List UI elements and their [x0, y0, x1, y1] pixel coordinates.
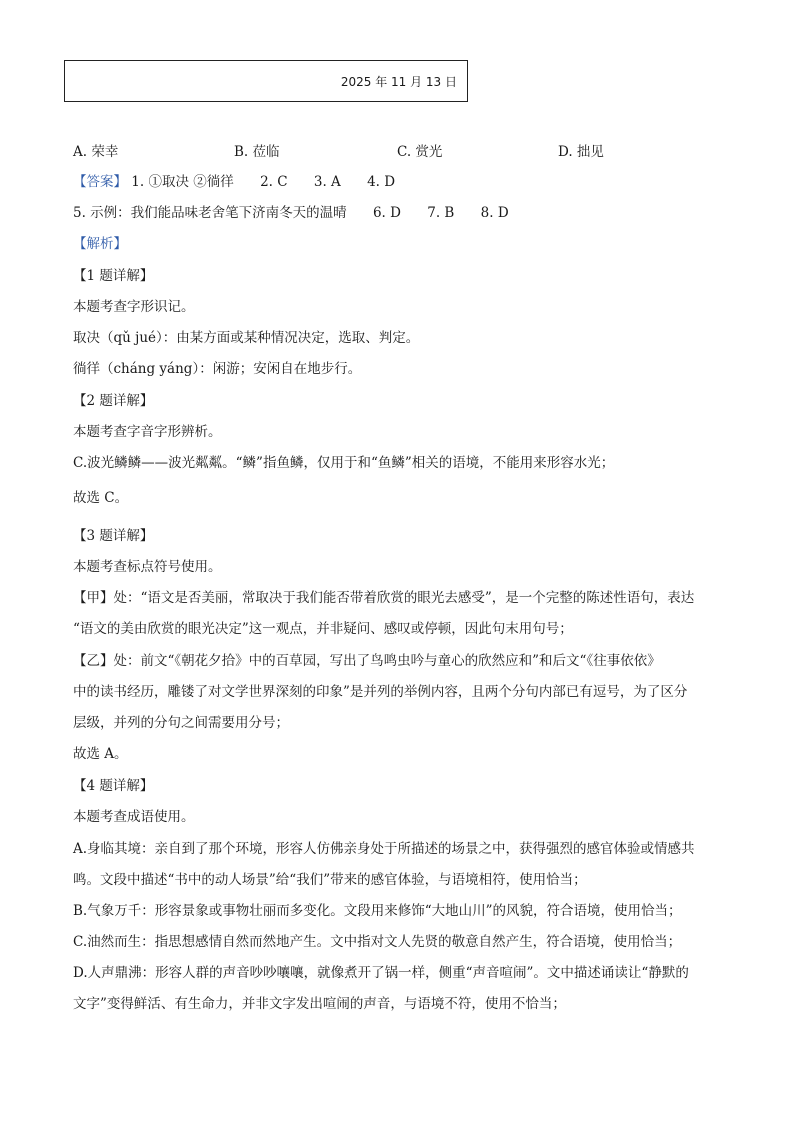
analysis-line: B.气象万千：形容景象或事物壮丽而多变化。文段用来修饰“大地山川”的风貌，符合语境，使用恰当；: [73, 903, 682, 919]
analysis-line: 本题考查字形识记。: [73, 299, 195, 315]
q1-heading: 【1 题详解】: [73, 268, 154, 284]
answer-7: 7. B: [427, 205, 455, 221]
analysis-line: C.油然而生：指思想感情自然而然地产生。文中指对文人先贤的敬意自然产生，符合语境，使用恰当；: [73, 934, 682, 950]
answer-1: 1. ①取决 ②徜徉: [131, 174, 234, 190]
analysis-line: A.身临其境：亲自到了那个环境，形容人仿佛亲身处于所描述的场景之中，获得强烈的感官体验或情感共: [73, 841, 695, 857]
q2-heading: 【2 题详解】: [73, 393, 154, 409]
analysis-line: 徜徉（cháng yáng）：闲游；安闲自在地步行。: [73, 361, 362, 377]
answer-5: 5. 示例：我们能品味老舍笔下济南冬天的温晴: [73, 205, 347, 221]
analysis-line: 取决（qǔ jué）：由某方面或某种情况决定，选取、判定。: [73, 330, 420, 346]
date-label: 2025 年 11 月 13 日: [340, 75, 457, 89]
answer-2: 2. C: [260, 174, 288, 190]
answer-8: 8. D: [480, 205, 509, 221]
analysis-line: “语文的美由欣赏的眼光决定”这一观点，并非疑问、感叹或停顿，因此句末用句号；: [73, 621, 573, 637]
analysis-line: 本题考查字音字形辨析。: [73, 424, 222, 440]
option-a: A. 荣幸: [73, 144, 119, 160]
analysis-line: 【乙】处：前文“《朝花夕拾》中的百草园，写出了鸟鸣虫吟与童心的欣然应和”和后文“《往事依依》: [73, 653, 661, 669]
analysis-line: 鸣。文段中描述“书中的动人场景”给“我们”带来的感官体验，与语境相符，使用恰当；: [73, 872, 587, 888]
option-c: C. 赏光: [397, 144, 443, 160]
date-box: [64, 60, 468, 102]
answer-tag: 【答案】: [73, 174, 127, 190]
analysis-line: 中的读书经历，雕镂了对文学世界深刻的印象”是并列的举例内容，且两个分句内部已有逗号，为了区分: [73, 684, 688, 700]
q3-heading: 【3 题详解】: [73, 528, 154, 544]
analysis-line: C.波光鳞鳞——波光粼粼。“鳞”指鱼鳞，仅用于和“鱼鳞”相关的语境，不能用来形容水光；: [73, 455, 615, 471]
analysis-line: 层级，并列的分句之间需要用分号；: [73, 715, 289, 731]
analysis-line: D.人声鼎沸：形容人群的声音吵吵嚷嚷，就像煮开了锅一样，侧重“声音喧闹”。文中描述诵读让“静默的: [73, 965, 689, 981]
analysis-line: 本题考查成语使用。: [73, 809, 195, 825]
analysis-line: 故选 A。: [73, 746, 128, 762]
answer-4: 4. D: [367, 174, 396, 190]
answer-3: 3. A: [313, 174, 341, 190]
option-d: D. 拙见: [558, 144, 604, 160]
analysis-line: 文字”变得鲜活、有生命力，并非文字发出喧闹的声音，与语境不符，使用不恰当；: [73, 996, 566, 1012]
analysis-line: 【甲】处：“语文是否美丽，常取决于我们能否带着欣赏的眼光去感受”，是一个完整的陈述性语句，表达: [73, 590, 695, 606]
q4-heading: 【4 题详解】: [73, 778, 154, 794]
analysis-line: 故选 C。: [73, 490, 129, 506]
answer-line-1: [73, 173, 395, 191]
option-b: B. 莅临: [234, 144, 280, 160]
answer-6: 6. D: [372, 205, 401, 221]
answer-line-2: [73, 204, 509, 222]
analysis-tag: 【解析】: [73, 236, 127, 252]
analysis-line: 本题考查标点符号使用。: [73, 559, 222, 575]
